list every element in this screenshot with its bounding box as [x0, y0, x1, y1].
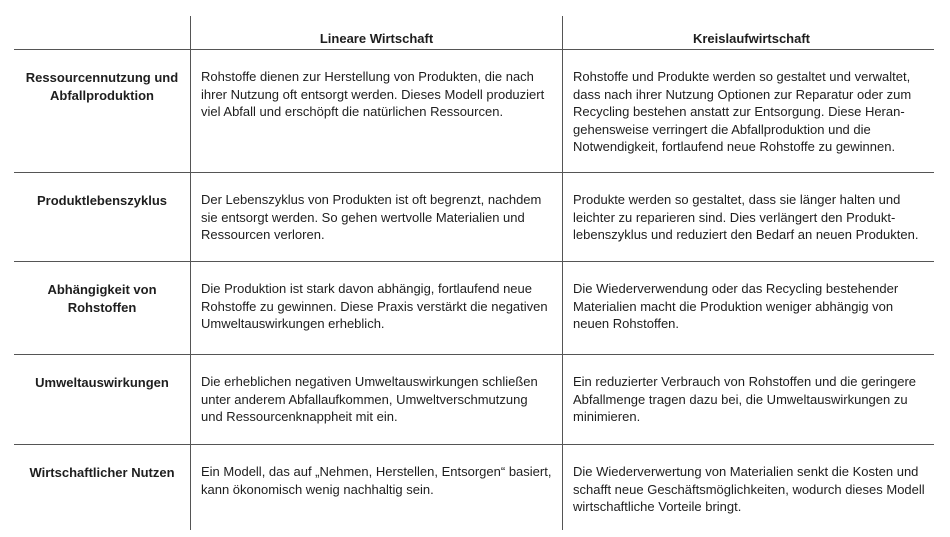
linear-cell: Der Lebenszyklus von Produkten ist oft begrenzt, nachdem sie entsorgt werden. So gehen wertvolle Materialien und Ressourcen verloren. [190, 173, 562, 261]
linear-cell: Rohstoffe dienen zur Herstellung von Produkten, die nach ihrer Nutzung oft entsorgt werden. Dieses Modell produziert viel Abfall und erschöpft die natürlichen Ressourcen. [190, 50, 562, 172]
header-linear-economy: Lineare Wirtschaft [190, 16, 562, 49]
table-row [14, 173, 934, 262]
circular-cell: Ein reduzierter Verbrauch von Rohstoffen und die geringere Abfallmenge tragen dazu bei, die Umweltauswirkungen zu minimieren. [562, 355, 934, 444]
linear-cell: Die Produktion ist stark davon abhängig, fortlaufend neue Rohstoffe zu gewinnen. Diese Praxis verstärkt die negativen Umweltauswirkungen erheblich. [190, 262, 562, 354]
circular-cell: Produkte werden so gestaltet, dass sie länger halten und leichter zu reparieren sind. Dies verlängert den Produkt-lebenszyklus und reduziert den Bedarf an neuen Produkten. [562, 173, 934, 261]
circular-cell: Rohstoffe und Produkte werden so gestaltet und verwaltet, dass nach ihrer Nutzung Optionen zur Reparatur oder zum Recycling bestehen anstatt zur Entsorgung. Diese Heran-gehensweise verringert die Abfallproduktion und die Notwendigkeit, fortlaufend neue Rohstoffe zu gewinnen. [562, 50, 934, 172]
table-row [14, 262, 934, 355]
comparison-table [14, 16, 934, 530]
header-circular-economy: Kreislaufwirtschaft [562, 16, 934, 49]
row-label: Abhängigkeit von Rohstoffen [47, 282, 157, 315]
header-empty-cell [14, 16, 190, 49]
row-label: Produktlebenszyklus [36, 193, 168, 208]
row-label: Wirtschaftlicher Nutzen [29, 465, 175, 480]
linear-cell: Die erheblichen negativen Umweltauswirkungen schließen unter anderem Abfallaufkommen, Umweltverschmutzung und Ressourcenknappheit mit ein. [190, 355, 562, 444]
table-row [14, 355, 934, 445]
row-label: Umweltauswirkungen [35, 375, 169, 390]
circular-cell: Die Wiederverwendung oder das Recycling bestehender Materialien macht die Produktion weniger abhängig von neuen Rohstoffen. [562, 262, 934, 354]
table-row [14, 50, 934, 173]
circular-cell: Die Wiederverwertung von Materialien senkt die Kosten und schafft neue Geschäftsmöglichkeiten, wodurch dieses Modell wirtschaftliche Vorteile bringt. [562, 445, 934, 530]
table-row [14, 445, 934, 530]
table-header-row [14, 16, 934, 50]
linear-cell: Ein Modell, das auf „Nehmen, Herstellen, Entsorgen“ basiert, kann ökonomisch wenig nachhaltig sein. [190, 445, 562, 530]
row-label: Ressourcennutzung und Abfallproduktion [25, 70, 179, 103]
